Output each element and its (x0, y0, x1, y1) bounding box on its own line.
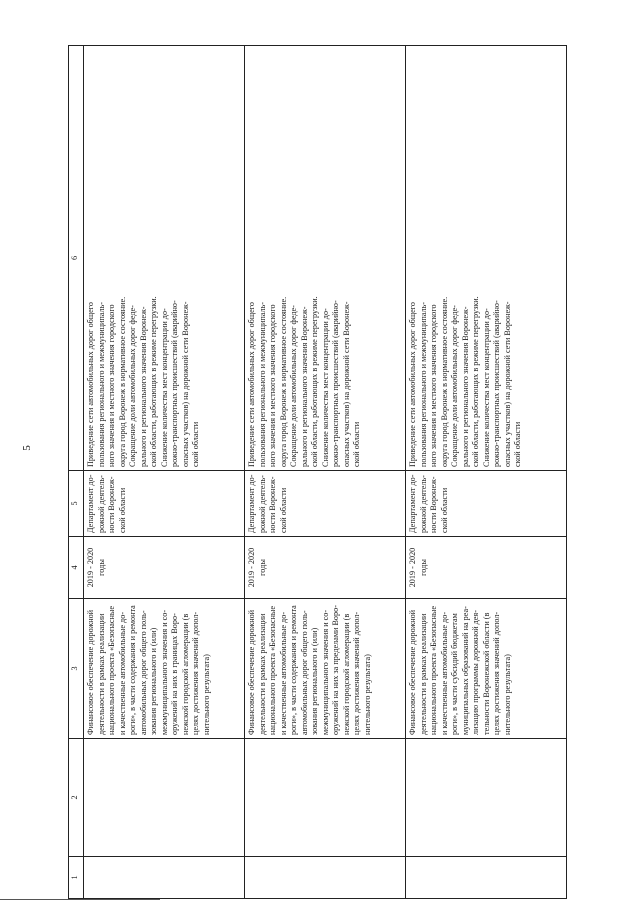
footnote-separator (0, 899, 160, 900)
row-3-executor: Департамент до- рожной деятель- ности Воронеж- ской области (406, 471, 567, 537)
page-number: 5 (20, 445, 33, 451)
column-header-4: 4 (69, 537, 84, 599)
row-3-measure: Финансовое обеспечение дорожной деятельности в рамках реализации национального проекта «Безопасные и качественные автомобильные до- роги», в части субсидий бюджетам муниципальных образований на реа- лизацию программы дорожной дея- тельности Воронежской области (в целях достижения значений допол- нительного результата) (406, 599, 567, 739)
row-2-period: 2019 - 2020 годы (245, 537, 406, 599)
row-2-executor: Департамент до- рожной деятель- ности Воронеж- ской области (245, 471, 406, 537)
row-1-measure: Финансовое обеспечение дорожной деятельности в рамках реализации национального проекта «Безопасные и качественные автомобильные до- роги», в части содержания и ремонта автомобильных дорог общего поль- зования регионального и (или) межмуниципального значения и со- оружений на них в границах Воро- нежской городской агломерации (в целях достижения значений допол- нительного результата) (84, 599, 245, 739)
column-header-1: 1 (69, 857, 84, 899)
column-header-6: 6 (69, 46, 84, 471)
table-header-row (69, 46, 84, 899)
table-row (245, 46, 406, 899)
row-3-result: Приведение сети автомобильных дорог общего пользования регионального и межмуниципаль- ного значения и местного значения городского округа город Воронеж в нормативное состояние. Сокращение доли автомобильных дорог феде- рального и регионального значения Воронеж- ской области, работающих в режиме перегрузки. Снижение количества мест концентрации до- рожно-транспортных происшествий (аварийно- опасных участков) на дорожной сети Воронеж- ской области (406, 46, 567, 471)
row-1-executor: Департамент до- рожной деятель- ности Воронеж- ской области (84, 471, 245, 537)
column-header-5: 5 (69, 471, 84, 537)
column-header-3: 3 (69, 599, 84, 739)
rotated-table-wrapper (68, 46, 563, 899)
row-2-col-2 (245, 739, 406, 857)
row-3-col-1 (406, 857, 567, 899)
row-2-result: Приведение сети автомобильных дорог общего пользования регионального и межмуниципаль- ного значения и местного значения городского округа город Воронеж в нормативное состояние. Сокращение доли автомобильных дорог феде- рального и регионального значения Воронеж- ской области, работающих в режиме перегрузки. Снижение количества мест концентрации до- рожно-транспортных происшествий (аварийно- опасных участков) на дорожной сети Воронеж- ской области (245, 46, 406, 471)
row-2-col-1 (245, 857, 406, 899)
row-3-col-2 (406, 739, 567, 857)
table-row (406, 46, 567, 899)
program-table (68, 45, 567, 899)
row-1-col-1 (84, 857, 245, 899)
row-1-col-2 (84, 739, 245, 857)
column-header-2: 2 (69, 739, 84, 857)
table-row (84, 46, 245, 899)
row-1-period: 2019 - 2020 годы (84, 537, 245, 599)
row-3-period: 2019 - 2020 годы (406, 537, 567, 599)
row-2-measure: Финансовое обеспечение дорожной деятельности в рамках реализации национального проекта «Безопасные и качественные автомобильные до- роги», в части содержания и ремонта автомобильных дорог общего поль- зования регионального и (или) межмуниципального значения и со- оружений на них за пределами Воро- нежской городской агломерации (в целях достижения значений допол- нительного результата) (245, 599, 406, 739)
row-1-result: Приведение сети автомобильных дорог общего пользования регионального и межмуниципаль- ного значения и местного значения городского округа город Воронеж в нормативное состояние. Сокращение доли автомобильных дорог феде- рального и регионального значения Воронеж- ской области, работающих в режиме перегрузки. Снижение количества мест концентрации до- рожно-транспортных происшествий (аварийно- опасных участков) на дорожной сети Воронеж- ской области (84, 46, 245, 471)
